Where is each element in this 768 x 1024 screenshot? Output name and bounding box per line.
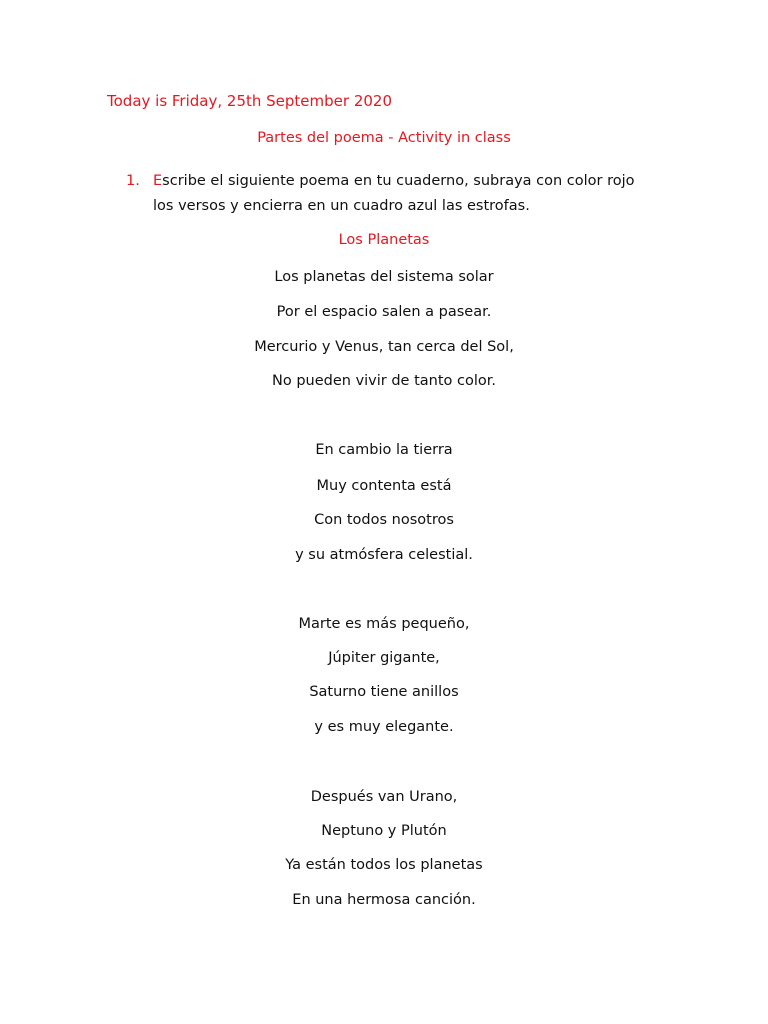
poem-verse: No pueden vivir de tanto color. <box>272 373 496 389</box>
poem-verse: En cambio la tierra <box>315 442 453 458</box>
poem-verse: Mercurio y Venus, tan cerca del Sol, <box>254 339 514 355</box>
poem-verse: Los planetas del sistema solar <box>274 269 494 285</box>
poem-verse: y es muy elegante. <box>314 719 454 735</box>
poem-verse: Muy contenta está <box>316 478 452 494</box>
poem-verse: Saturno tiene anillos <box>309 684 459 700</box>
instruction-text <box>153 169 653 219</box>
poem-verse: En una hermosa canción. <box>292 892 476 908</box>
poem-verse: Después van Urano, <box>310 789 458 805</box>
poem-verse: Neptuno y Plutón <box>321 823 447 839</box>
activity-title: Partes del poema - Activity in class <box>257 130 511 146</box>
instruction-first-letter: E <box>153 173 163 189</box>
list-number: 1. <box>126 173 140 189</box>
poem-title: Los Planetas <box>338 232 430 248</box>
date-line: Today is Friday, 25th September 2020 <box>107 92 392 110</box>
poem-verse: y su atmósfera celestial. <box>295 547 473 563</box>
poem-verse: Marte es más pequeño, <box>298 616 470 632</box>
instruction-text-rest: scribe el siguiente poema en tu cuaderno, subraya con color rojo los versos y encierra en un cuadro azul las estrofas. <box>153 173 635 214</box>
poem-verse: Por el espacio salen a pasear. <box>276 304 492 320</box>
poem-verse: Júpiter gigante, <box>328 650 440 666</box>
poem-verse: Ya están todos los planetas <box>285 857 483 873</box>
poem-verse: Con todos nosotros <box>314 512 454 528</box>
